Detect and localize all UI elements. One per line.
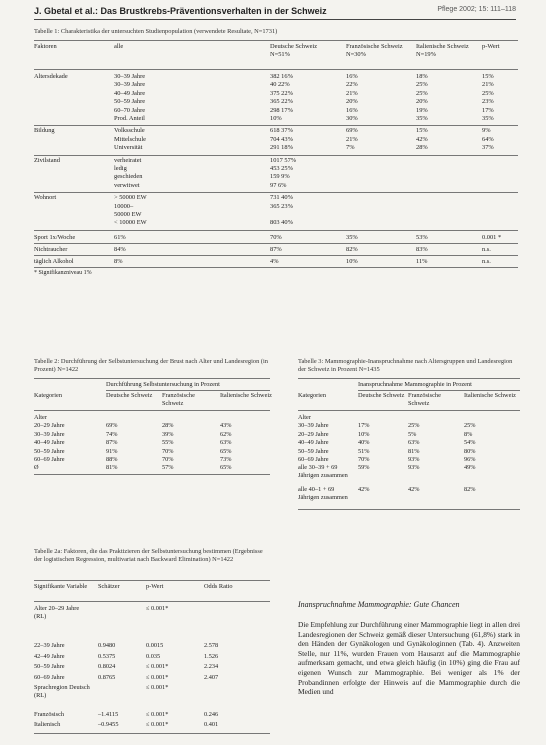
table2-cell: 40–49 Jahre [34, 439, 65, 447]
table3-header-cell: Kategorien [298, 392, 326, 399]
table3-top-rule [298, 378, 520, 379]
table2-cell: 88% [106, 456, 118, 463]
table1-cell: 64% [482, 135, 494, 143]
table1-cell: 37% [482, 144, 494, 152]
table4-cell: ≤ 0.001* [146, 673, 169, 681]
table1-cell: 53% [416, 233, 428, 241]
table2-cell: Ø [34, 464, 39, 472]
table2-cell: 63% [220, 439, 232, 447]
table1-cell: 50–59 Jahre [114, 98, 146, 106]
table1-cell: Nichtraucher [34, 245, 68, 253]
table1-cell: Volksschule [114, 127, 145, 135]
table1-group-rule [34, 125, 518, 126]
table2-header-rule [34, 410, 270, 411]
table1-cell: 69% [346, 127, 358, 135]
table1-header-cell: Französische Schweiz N=30% [346, 43, 403, 58]
table4-cell: 60–69 Jahre [34, 673, 65, 681]
table3-cell: alle 40–1 + 69 Jährigen zusammen [298, 486, 348, 501]
table2-cell: Alter [34, 414, 47, 421]
table2-cell: 73% [220, 456, 232, 463]
table4-cell: 22–39 Jahre [34, 642, 65, 650]
table1-header-rule [34, 69, 518, 70]
table3-cell: 25% [408, 422, 420, 430]
table1-cell: 70% [270, 233, 282, 241]
table2-cell: 74% [106, 430, 118, 438]
table3-cell: Alter [298, 414, 311, 421]
table1-cell: Prod. Anteil [114, 115, 145, 122]
table3-cell: alle 30–39 + 69 Jährigen zusammen [298, 464, 348, 479]
table1-cell: 30–39 Jahre [114, 81, 146, 89]
table3 [298, 378, 520, 568]
table1-cell: 15% [416, 127, 428, 135]
table2-span-rule [106, 390, 270, 391]
table4-cell: 50–59 Jahre [34, 663, 65, 671]
table3-cell: 20–29 Jahre [298, 430, 329, 438]
table3-cell: 54% [464, 439, 476, 447]
table1-cell: 22% [346, 81, 358, 89]
table1-cell: 1017 57% [270, 156, 297, 164]
table1-cell: 61% [114, 233, 126, 241]
table1-header-cell: alle [114, 43, 124, 50]
table1-cell: 731 40% [270, 194, 293, 202]
table4 [34, 580, 270, 740]
table4-cell: 2.234 [204, 663, 219, 671]
table1-cell: 21% [346, 135, 358, 143]
table4-cell: 0.8765 [98, 673, 116, 681]
table4-header-cell: Schätzer [98, 583, 120, 590]
header-journal: Pflege 2002; 15: 111–118 [437, 6, 516, 13]
table1-cell: > 50000 EW [114, 194, 147, 202]
table1-cell: 291 18% [270, 144, 293, 152]
table4-cell: Alter 20–29 Jahre (RL) [34, 605, 80, 620]
table2-cell: 20–29 Jahre [34, 422, 65, 430]
table1-group-label: Bildung [34, 127, 55, 135]
table1-cell: 97 6% [270, 181, 287, 189]
table1-header-cell: p-Wert [482, 43, 500, 50]
table1-cell: täglich Alkohol [34, 257, 74, 265]
table2-cell: 69% [106, 422, 118, 430]
table1-cell: verheiratet [114, 156, 142, 164]
table4-cell: ≤ 0.001* [146, 721, 169, 729]
header-rule [34, 19, 516, 20]
table2-cell: 28% [162, 422, 174, 430]
table1-cell: 30–39 Jahre [114, 73, 146, 80]
table1-cell: 365 22% [270, 98, 293, 106]
table1-header-cell: Faktoren [34, 43, 57, 50]
table1-cell: 35% [346, 233, 358, 241]
table4-cell: ≤ 0.001* [146, 663, 169, 671]
table1-cell: 18% [416, 73, 428, 80]
table4-cell: 0.401 [204, 721, 219, 729]
header-title: J. Gbetal et al.: Das Brustkrebs-Präventionsverhalten in der Schweiz [34, 6, 327, 16]
table1-cell: 28% [416, 144, 428, 152]
table1-cell: 35% [416, 115, 428, 122]
table1-cell: 10% [270, 115, 282, 122]
table2-caption: Tabelle 2: Durchführung der Selbstuntersuchung der Brust nach Alter und Landesregion (in Prozent) N=1422 [34, 358, 268, 373]
table4-bottom-rule [34, 733, 270, 734]
table2-cell: 62% [220, 430, 232, 438]
table2-cell: 55% [162, 439, 174, 447]
table1-group-label: Wohnort [34, 194, 57, 202]
table1-cell: 82% [346, 245, 358, 253]
table3-header-cell: Deutsche Schweiz [358, 392, 405, 399]
table3-cell: 42% [358, 486, 370, 494]
table2-header-cell: Französische Schweiz [162, 392, 195, 407]
table3-cell: 51% [358, 447, 370, 455]
table1-cell: 16% [346, 106, 358, 114]
table3-cell: 17% [358, 422, 370, 430]
table1-group-label: Zivilstand [34, 156, 60, 164]
table1-cell: 298 17% [270, 106, 293, 114]
table4-header-rule [34, 601, 270, 602]
table1-cell: 375 22% [270, 89, 293, 97]
table3-header-cell: Französische Schweiz [408, 392, 441, 407]
table4-cell: 1.526 [204, 652, 219, 660]
table1-cell: n.s. [482, 245, 491, 253]
table1-cell: 11% [416, 257, 428, 265]
table3-cell: 42% [408, 486, 420, 494]
table2-header-cell: Italienische Schweiz [220, 392, 272, 399]
table1-group-rule [34, 155, 518, 156]
table1-cell: 84% [114, 245, 126, 253]
table3-header-rule [298, 410, 520, 411]
table2-cell: 39% [162, 430, 174, 438]
table1-cell: 21% [482, 81, 494, 89]
table1-cell: ledig [114, 165, 127, 172]
table1-cell: 10% [346, 257, 358, 265]
table4-cell: 0.8024 [98, 663, 116, 671]
table1-cell: 87% [270, 245, 282, 253]
table2-cell: 65% [220, 447, 232, 455]
table1-cell: n.s. [482, 257, 491, 265]
table2-cell: 87% [106, 439, 118, 447]
table1-footnote: * Signifikanzniveau 1% [34, 269, 92, 276]
table4-header-cell: p-Wert [146, 583, 164, 590]
table4-top-rule [34, 580, 270, 581]
table1-row-rule [34, 267, 518, 268]
table2-top-rule [34, 378, 270, 379]
table3-cell: 30–39 Jahre [298, 422, 329, 430]
table2-cell: 70% [162, 456, 174, 463]
table1-cell: 25% [416, 89, 428, 97]
table2-cell: 30–39 Jahre [34, 430, 65, 438]
table4-cell: 0.5375 [98, 652, 116, 660]
table3-caption: Tabelle 3: Mammographie-Inanspruchnahme nach Altersgruppen und Landesregion der Schweiz in Prozent N=1435 [298, 358, 513, 373]
table1-cell: 365 23% [270, 202, 293, 210]
table3-cell: 80% [464, 447, 476, 455]
table1-cell: 16% [346, 73, 358, 80]
table1-cell: 25% [482, 89, 494, 97]
table2-cell: 81% [106, 464, 118, 472]
table1-cell: < 10000 EW [114, 219, 147, 227]
table4-header-cell: Odds Ratio [204, 583, 233, 590]
table1-cell: 704 43% [270, 135, 293, 143]
table1-header-cell: Deutsche Schweiz N=51% [270, 43, 318, 58]
table1-cell: 7% [346, 144, 355, 152]
table3-cell: 96% [464, 456, 476, 463]
table4-cell: 0.0015 [146, 642, 164, 650]
table4-cell: –1.4115 [98, 711, 119, 719]
table4-cell: Italienisch [34, 721, 61, 729]
table3-header-cell: Italienische Schweiz [464, 392, 516, 399]
table1-cell: 83% [416, 245, 428, 253]
table3-cell: 40–49 Jahre [298, 439, 329, 447]
table4-cell: ≤ 0.001* [146, 711, 169, 719]
table1-cell: 8% [114, 257, 123, 265]
table1-header-cell: Italienische Schweiz N=19% [416, 43, 469, 58]
table4-header-cell: Signifikante Variable [34, 583, 88, 590]
table4-cell: Französisch [34, 711, 65, 719]
table4-cell: ≤ 0.001* [146, 684, 169, 692]
table1-cell: 17% [482, 106, 494, 114]
table1-cell: 60–70 Jahre [114, 106, 146, 114]
table3-cell: 10% [358, 430, 370, 438]
table3-cell: 49% [464, 464, 476, 472]
table1-row-rule [34, 243, 518, 244]
table3-cell: 50–59 Jahre [298, 447, 329, 455]
table2 [34, 378, 270, 508]
table1-cell: 0.001 * [482, 233, 502, 241]
table3-span-rule [358, 390, 520, 391]
table3-cell: 8% [464, 430, 473, 438]
table1-cell: 19% [416, 106, 428, 114]
table3-cell: 40% [358, 439, 370, 447]
table4-cell: 0.246 [204, 711, 219, 719]
table2-cell: 57% [162, 464, 174, 472]
table4-cell: 2.578 [204, 642, 219, 650]
table3-bottom-rule [298, 509, 520, 510]
table2-span-header: Durchführung Selbstuntersuchung in Prozent [106, 381, 220, 388]
table3-cell: 25% [464, 422, 476, 430]
table2-cell: 65% [220, 464, 232, 472]
table2-cell: 91% [106, 447, 118, 455]
running-header [34, 6, 516, 20]
table1-cell: 618 37% [270, 127, 293, 135]
table1-caption: Tabelle 1: Charakteristika der untersuchten Studienpopulation (verwendete Resultate, N=1731) [34, 28, 278, 35]
table1-top-rule [34, 40, 518, 41]
table2-cell: 60–69 Jahre [34, 456, 65, 463]
table3-cell: 5% [408, 430, 417, 438]
table1-cell: 382 16% [270, 73, 293, 80]
table1-cell: geschieden [114, 173, 143, 181]
table1-cell: 42% [416, 135, 428, 143]
table1-cell: 40–49 Jahre [114, 89, 146, 97]
table3-cell: 82% [464, 486, 476, 494]
table4-cell: ≤ 0.001* [146, 605, 169, 612]
table2-cell: 43% [220, 422, 232, 430]
table1-row-rule [34, 255, 518, 256]
table1-cell: 40 22% [270, 81, 290, 89]
table1-group-label: Altersdekade [34, 73, 68, 80]
table4-cell: 2.407 [204, 673, 219, 681]
table3-cell: 60–69 Jahre [298, 456, 329, 463]
table1-cell: 25% [416, 81, 428, 89]
table1-cell: 803 40% [270, 219, 293, 227]
table4-cell: 42–49 Jahre [34, 652, 65, 660]
table3-span-header: Inanspruchnahme Mammographie in Prozent [358, 381, 472, 388]
table3-cell: 59% [358, 464, 370, 472]
table3-cell: 93% [408, 464, 420, 472]
table4-cell: –0.9455 [98, 721, 119, 729]
table3-cell: 70% [358, 456, 370, 463]
table1-cell: 20% [346, 98, 358, 106]
table1-cell: 15% [482, 73, 494, 80]
table1-cell: 9% [482, 127, 491, 135]
table2-cell: 70% [162, 447, 174, 455]
table1-cell: verwitwet [114, 181, 140, 189]
table1-cell: Sport 1x/Woche [34, 233, 76, 241]
table1-cell: 159 9% [270, 173, 290, 181]
table3-cell: 93% [408, 456, 420, 463]
table1-group-rule [34, 230, 518, 231]
table4-cell: Sprachregion Deutsch (RL) [34, 684, 90, 699]
table1-cell: 20% [416, 98, 428, 106]
table1-cell: 10000– [114, 202, 134, 210]
table1-cell: 21% [346, 89, 358, 97]
table4-cell: 0.9480 [98, 642, 116, 650]
table2-bottom-rule [34, 474, 270, 475]
table2-header-cell: Deutsche Schweiz [106, 392, 153, 399]
table2-header-cell: Kategorien [34, 392, 62, 399]
table1-cell: 4% [270, 257, 279, 265]
table1-cell: Mittelschule [114, 135, 146, 143]
section-heading: Inanspruchnahme Mammographie: Gute Chancen [298, 600, 460, 609]
table1-cell: Universität [114, 144, 143, 152]
table1-cell: 50000 EW [114, 211, 142, 218]
table4-cell: 0.035 [146, 652, 161, 660]
table1-cell: 23% [482, 98, 494, 106]
table3-cell: 63% [408, 439, 420, 447]
table2-cell: 50–59 Jahre [34, 447, 65, 455]
table4-caption: Tabelle 2a: Faktoren, die das Praktizieren der Selbstuntersuchung bestimmen (Ergebnisse der logistischen Regression, multivariat nach Backward Elimination) N=1422 [34, 548, 263, 563]
table1-group-rule [34, 192, 518, 193]
table1-cell: 453 25% [270, 165, 293, 172]
table3-cell: 81% [408, 447, 420, 455]
table1-cell: 35% [482, 115, 494, 122]
table1-cell: 30% [346, 115, 358, 122]
section-paragraph: Die Empfehlung zur Durchführung einer Mammographie liegt in allen drei Landesregionen der Schweiz gemäß dieser Untersuchung (61,8%) stark in den Händen der Gynäkologen und Gynäkologinnen (Tab. 4). Anzweiten Stelle, nur 11%, wurden Frauen vom Hausarzt auf die Mammographie aufmerksam gemacht, und etwa gleich häufig (in 10%) ging die Frau auf eigenen Wunsch zur Mammographie. Bei weniger als 1% der Probandinnen erfolgte der Hinweis auf die Mammographie durch die Medien und [298, 620, 520, 697]
